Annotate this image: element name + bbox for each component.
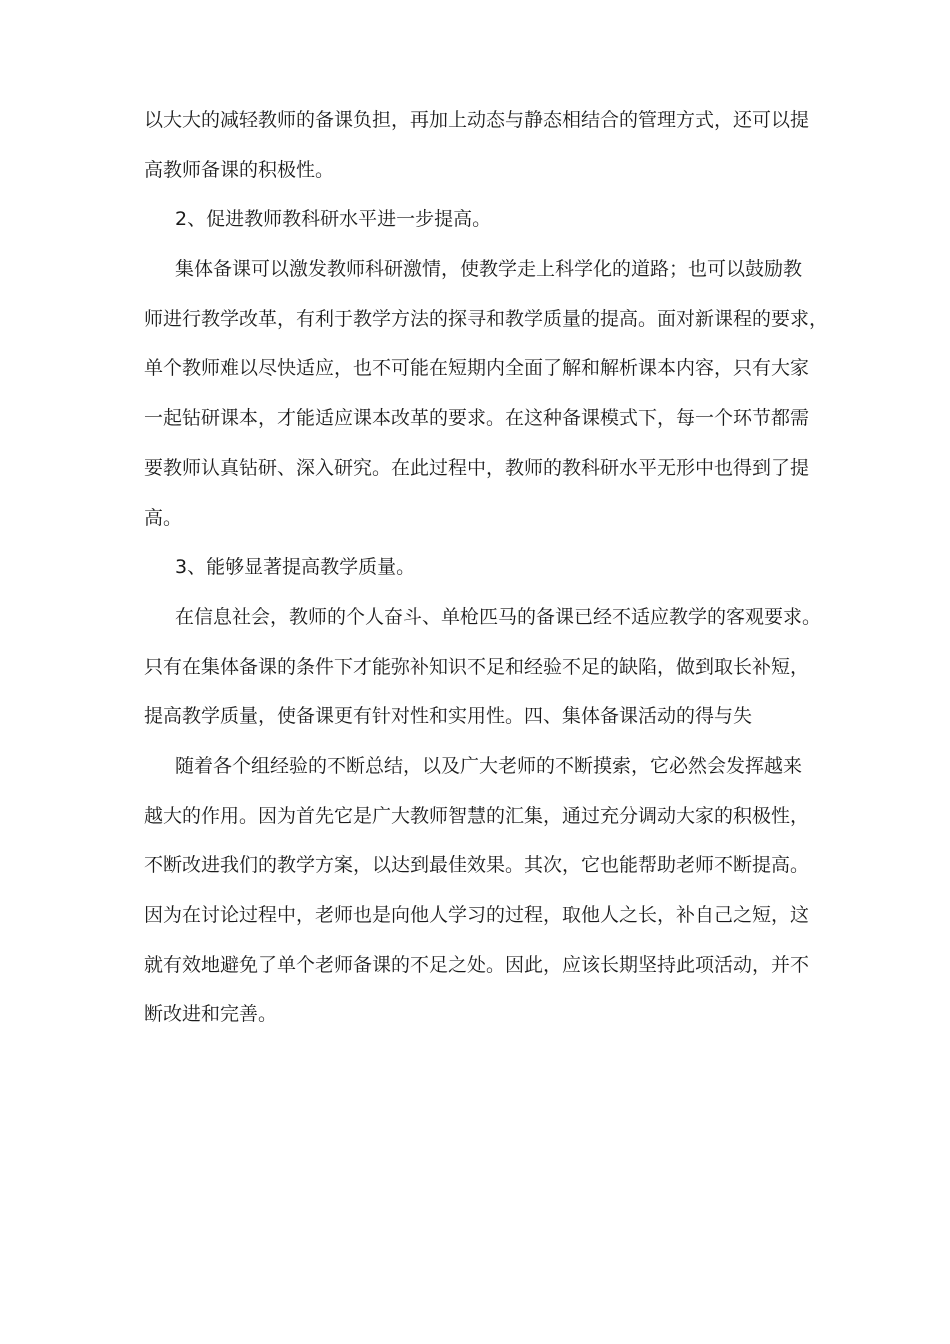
text-line: 师进行教学改革，有利于教学方法的探寻和教学质量的提高。面对新课程的要求， (144, 307, 829, 330)
text-line: 只有在集体备课的条件下才能弥补知识不足和经验不足的缺陷，做到取长补短， (144, 655, 810, 678)
text-line: 越大的作用。因为首先它是广大教师智慧的汇集，通过充分调动大家的积极性， (144, 804, 810, 827)
text-line: 就有效地避免了单个老师备课的不足之处。因此，应该长期坚持此项活动，并不 (144, 953, 810, 976)
text-line: 以大大的减轻教师的备课负担，再加上动态与静态相结合的管理方式，还可以提 (144, 109, 810, 131)
text-line: 不断改进我们的教学方案，以达到最佳效果。其次，它也能帮助老师不断提高。 (144, 854, 810, 877)
section-heading: 2、促进教师教科研水平进一步提高。 (175, 208, 492, 231)
text-line: 要教师认真钻研、深入研究。在此过程中，教师的教科研水平无形中也得到了提 (144, 456, 810, 479)
text-line: 断改进和完善。 (144, 1003, 278, 1026)
text-line: 单个教师难以尽快适应，也不可能在短期内全面了解和解析课本内容，只有大家 (144, 357, 810, 380)
text-line: 集体备课可以激发教师科研激情，使教学走上科学化的道路；也可以鼓励教 (175, 258, 803, 281)
section-heading: 3、能够显著提高教学质量。 (175, 556, 416, 579)
text-line: 提高教学质量，使备课更有针对性和实用性。四、集体备课活动的得与失 (144, 705, 753, 728)
text-line: 一起钻研课本，才能适应课本改革的要求。在这种备课模式下，每一个环节都需 (144, 407, 810, 430)
text-line: 随着各个组经验的不断总结，以及广大老师的不断摸索，它必然会发挥越来 (175, 754, 803, 777)
text-line: 因为在讨论过程中，老师也是向他人学习的过程，取他人之长，补自己之短，这 (144, 904, 810, 926)
document-body (144, 96, 829, 1040)
text-line: 高教师备课的积极性。 (144, 158, 335, 181)
text-line: 在信息社会，教师的个人奋斗、单枪匹马的备课已经不适应教学的客观要求。 (175, 605, 822, 628)
text-line: 高。 (144, 506, 183, 529)
